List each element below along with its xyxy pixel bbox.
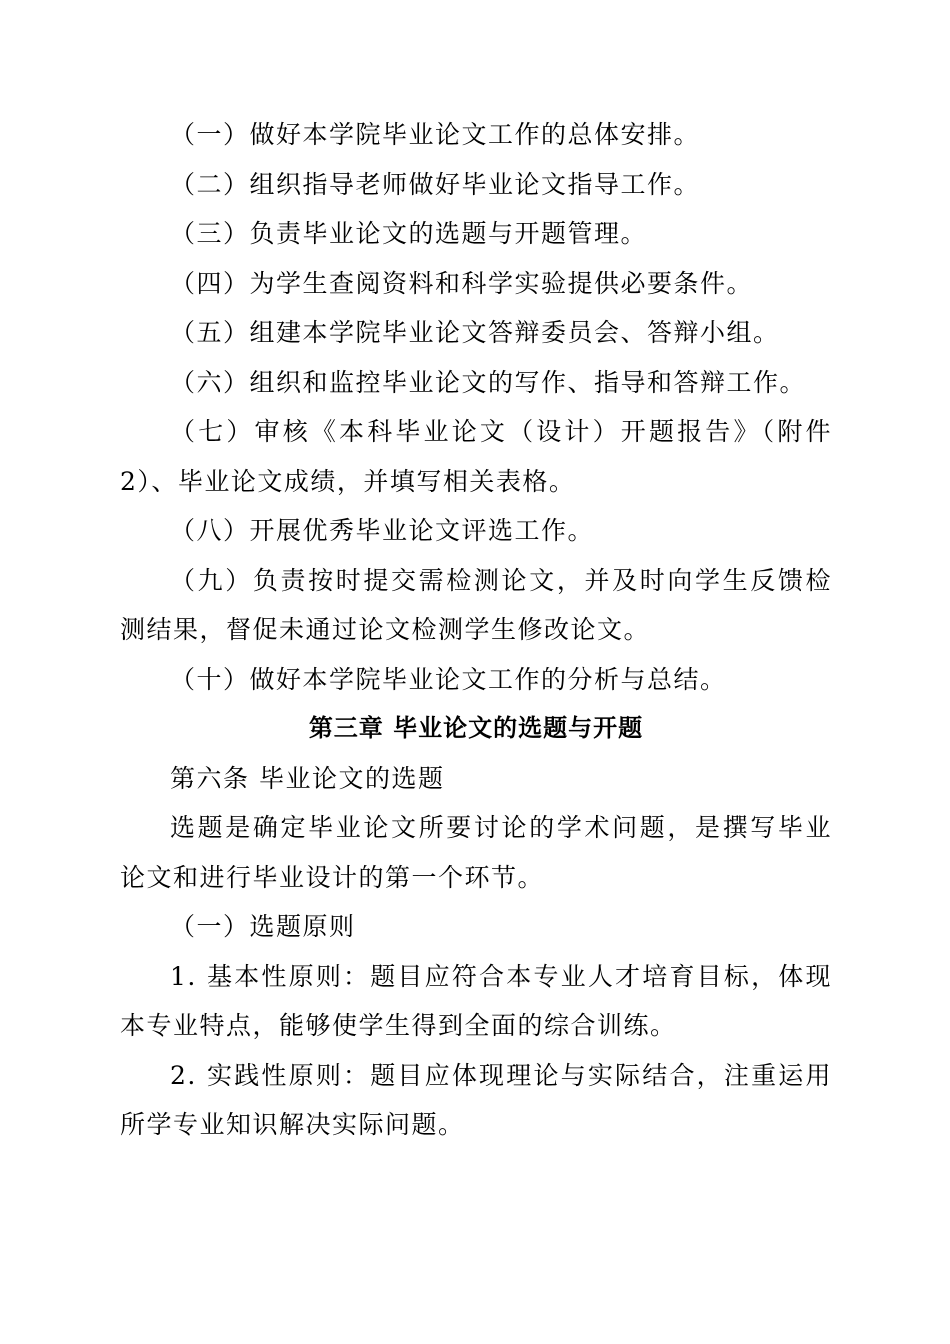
- article-title: 第六条 毕业论文的选题: [170, 763, 445, 793]
- document-page: [120, 110, 832, 1150]
- chapter-title: 第三章 毕业论文的选题与开题: [308, 714, 644, 742]
- duty-item-7: （七）审核《本科毕业论文（设计）开题报告》（附件2）、毕业论文成绩，并填写相关表格。: [120, 417, 832, 496]
- duty-item-3: （三）负责毕业论文的选题与开题管理。: [170, 219, 648, 248]
- duty-item-2: （二）组织指导老师做好毕业论文指导工作。: [170, 169, 701, 199]
- principles-heading: （一）选题原则: [170, 912, 356, 941]
- duty-item-5: （五）组建本学院毕业论文答辩委员会、答辩小组。: [170, 318, 780, 347]
- duty-item-4: （四）为学生查阅资料和科学实验提供必要条件。: [170, 268, 754, 298]
- principle-item-2: 2. 实践性原则：题目应体现理论与实际结合，注重运用所学专业知识解决实际问题。: [120, 1060, 832, 1139]
- duty-item-6: （六）组织和监控毕业论文的写作、指导和答辩工作。: [170, 367, 807, 397]
- duty-item-9: （九）负责按时提交需检测论文，并及时向学生反馈检测结果，督促未通过论文检测学生修改论文。: [120, 565, 832, 644]
- duty-item-8: （八）开展优秀毕业论文评选工作。: [170, 516, 595, 545]
- article-intro: 选题是确定毕业论文所要讨论的学术问题，是撰写毕业论文和进行毕业设计的第一个环节。: [120, 813, 832, 892]
- principle-item-1: 1. 基本性原则：题目应符合本专业人才培育目标，体现本专业特点，能够使学生得到全面的综合训练。: [120, 961, 832, 1040]
- duty-item-1: （一）做好本学院毕业论文工作的总体安排。: [170, 120, 701, 149]
- duty-item-10: （十）做好本学院毕业论文工作的分析与总结。: [170, 664, 727, 694]
